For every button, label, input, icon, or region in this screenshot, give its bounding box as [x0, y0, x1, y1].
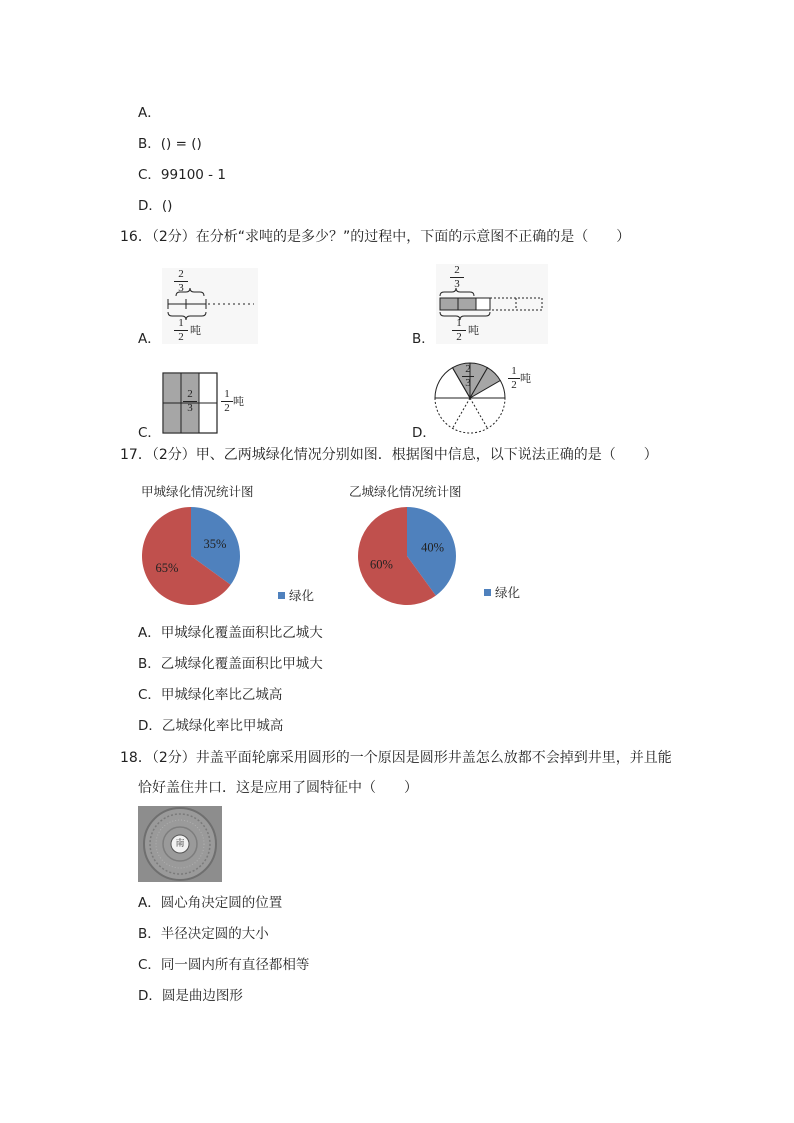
- q16-d-fraction-two-thirds: [462, 364, 474, 389]
- q16-option-a-label: A．: [138, 331, 161, 347]
- denominator: 2: [224, 402, 230, 414]
- q16-diagram-c: [162, 372, 246, 434]
- q15-option-c: C．99100 - 1: [138, 167, 226, 183]
- numerator: 2: [187, 388, 193, 400]
- q17-option-a: A．甲城绿化覆盖面积比乙城大: [138, 625, 323, 641]
- numerator: 2: [454, 264, 460, 276]
- q15-option-a: A．: [138, 105, 161, 121]
- q16-diagram-b: [436, 264, 548, 344]
- q18-option-b: B．半径决定圆的大小: [138, 926, 269, 942]
- manhole-photo: [138, 806, 222, 882]
- q16-option-b-label: B．: [412, 331, 435, 347]
- q18-option-a: A．圆心角决定圆的位置: [138, 895, 283, 911]
- legend-swatch: [484, 589, 491, 596]
- q18-option-c: C．同一圆内所有直径都相等: [138, 957, 310, 973]
- chart-jia-legend: [278, 586, 314, 604]
- q16-diagram-a: [162, 268, 258, 344]
- denominator: 3: [454, 278, 460, 290]
- legend-label: 绿化: [495, 585, 521, 600]
- manhole-center-char: 南: [175, 839, 185, 849]
- denominator: 3: [465, 377, 471, 389]
- numerator: 2: [465, 363, 471, 375]
- q16-a-fraction-two-thirds: [174, 269, 188, 294]
- q17-stem: 17．（2分）甲、乙两城绿化情况分别如图．根据图中信息，以下说法正确的是（ ）: [120, 447, 658, 463]
- numerator: 1: [456, 317, 462, 329]
- q17-option-c: C．甲城绿化率比乙城高: [138, 687, 283, 703]
- pie-data-label: 60%: [369, 557, 393, 572]
- q16-c-ton: 吨: [233, 395, 244, 408]
- q16-d-ton: 吨: [520, 372, 531, 385]
- q16-c-fraction-half: [221, 389, 233, 414]
- pie-data-label: 40%: [421, 540, 445, 555]
- q16-d-fraction-half: [508, 366, 520, 391]
- q17-option-d: D．乙城绿化率比甲城高: [138, 718, 284, 734]
- chart-yi-title: 乙城绿化情况统计图: [349, 484, 462, 499]
- q16-b-fraction-two-thirds: [450, 265, 464, 290]
- q16-stem: 16．（2分）在分析“求吨的是多少？”的过程中，下面的示意图不正确的是（ ）: [120, 229, 631, 245]
- chart-yi-legend: [484, 583, 520, 601]
- q16-option-d-label: D．: [412, 425, 436, 441]
- q18-option-d: D．圆是曲边图形: [138, 988, 243, 1004]
- numerator: 1: [224, 388, 230, 400]
- q15-option-b: B．() = (): [138, 136, 202, 152]
- q16-a-fraction-half: [174, 318, 188, 343]
- denominator: 2: [178, 331, 184, 343]
- q16-b-fraction-half: [452, 318, 466, 343]
- q16-b-ton: 吨: [468, 324, 479, 337]
- pie-data-label: 65%: [155, 561, 179, 576]
- q16-c-fraction-two-thirds: [183, 389, 197, 414]
- denominator: 2: [456, 331, 462, 343]
- legend-swatch: [278, 592, 285, 599]
- q16-diagram-d: [434, 360, 544, 436]
- denominator: 3: [187, 402, 193, 414]
- numerator: 1: [511, 365, 517, 377]
- pie-data-label: 35%: [203, 536, 227, 551]
- q16-option-c-label: C．: [138, 425, 161, 441]
- numerator: 1: [178, 317, 184, 329]
- q15-option-d: D．(): [138, 198, 173, 214]
- denominator: 3: [178, 282, 184, 294]
- chart-jia-pie: [138, 504, 244, 608]
- q17-option-b: B．乙城绿化覆盖面积比甲城大: [138, 656, 323, 672]
- chart-jia-title: 甲城绿化情况统计图: [141, 484, 254, 499]
- q18-stem-line-2: 恰好盖住井口．这是应用了圆特征中（ ）: [138, 780, 418, 796]
- q18-stem-line-1: 18．（2分）井盖平面轮廓采用圆形的一个原因是圆形井盖怎么放都不会掉到井里，并且能: [120, 750, 672, 766]
- legend-label: 绿化: [289, 588, 315, 603]
- numerator: 2: [178, 268, 184, 280]
- denominator: 2: [511, 379, 517, 391]
- chart-yi-pie: [354, 504, 460, 608]
- q16-a-ton: 吨: [190, 324, 201, 337]
